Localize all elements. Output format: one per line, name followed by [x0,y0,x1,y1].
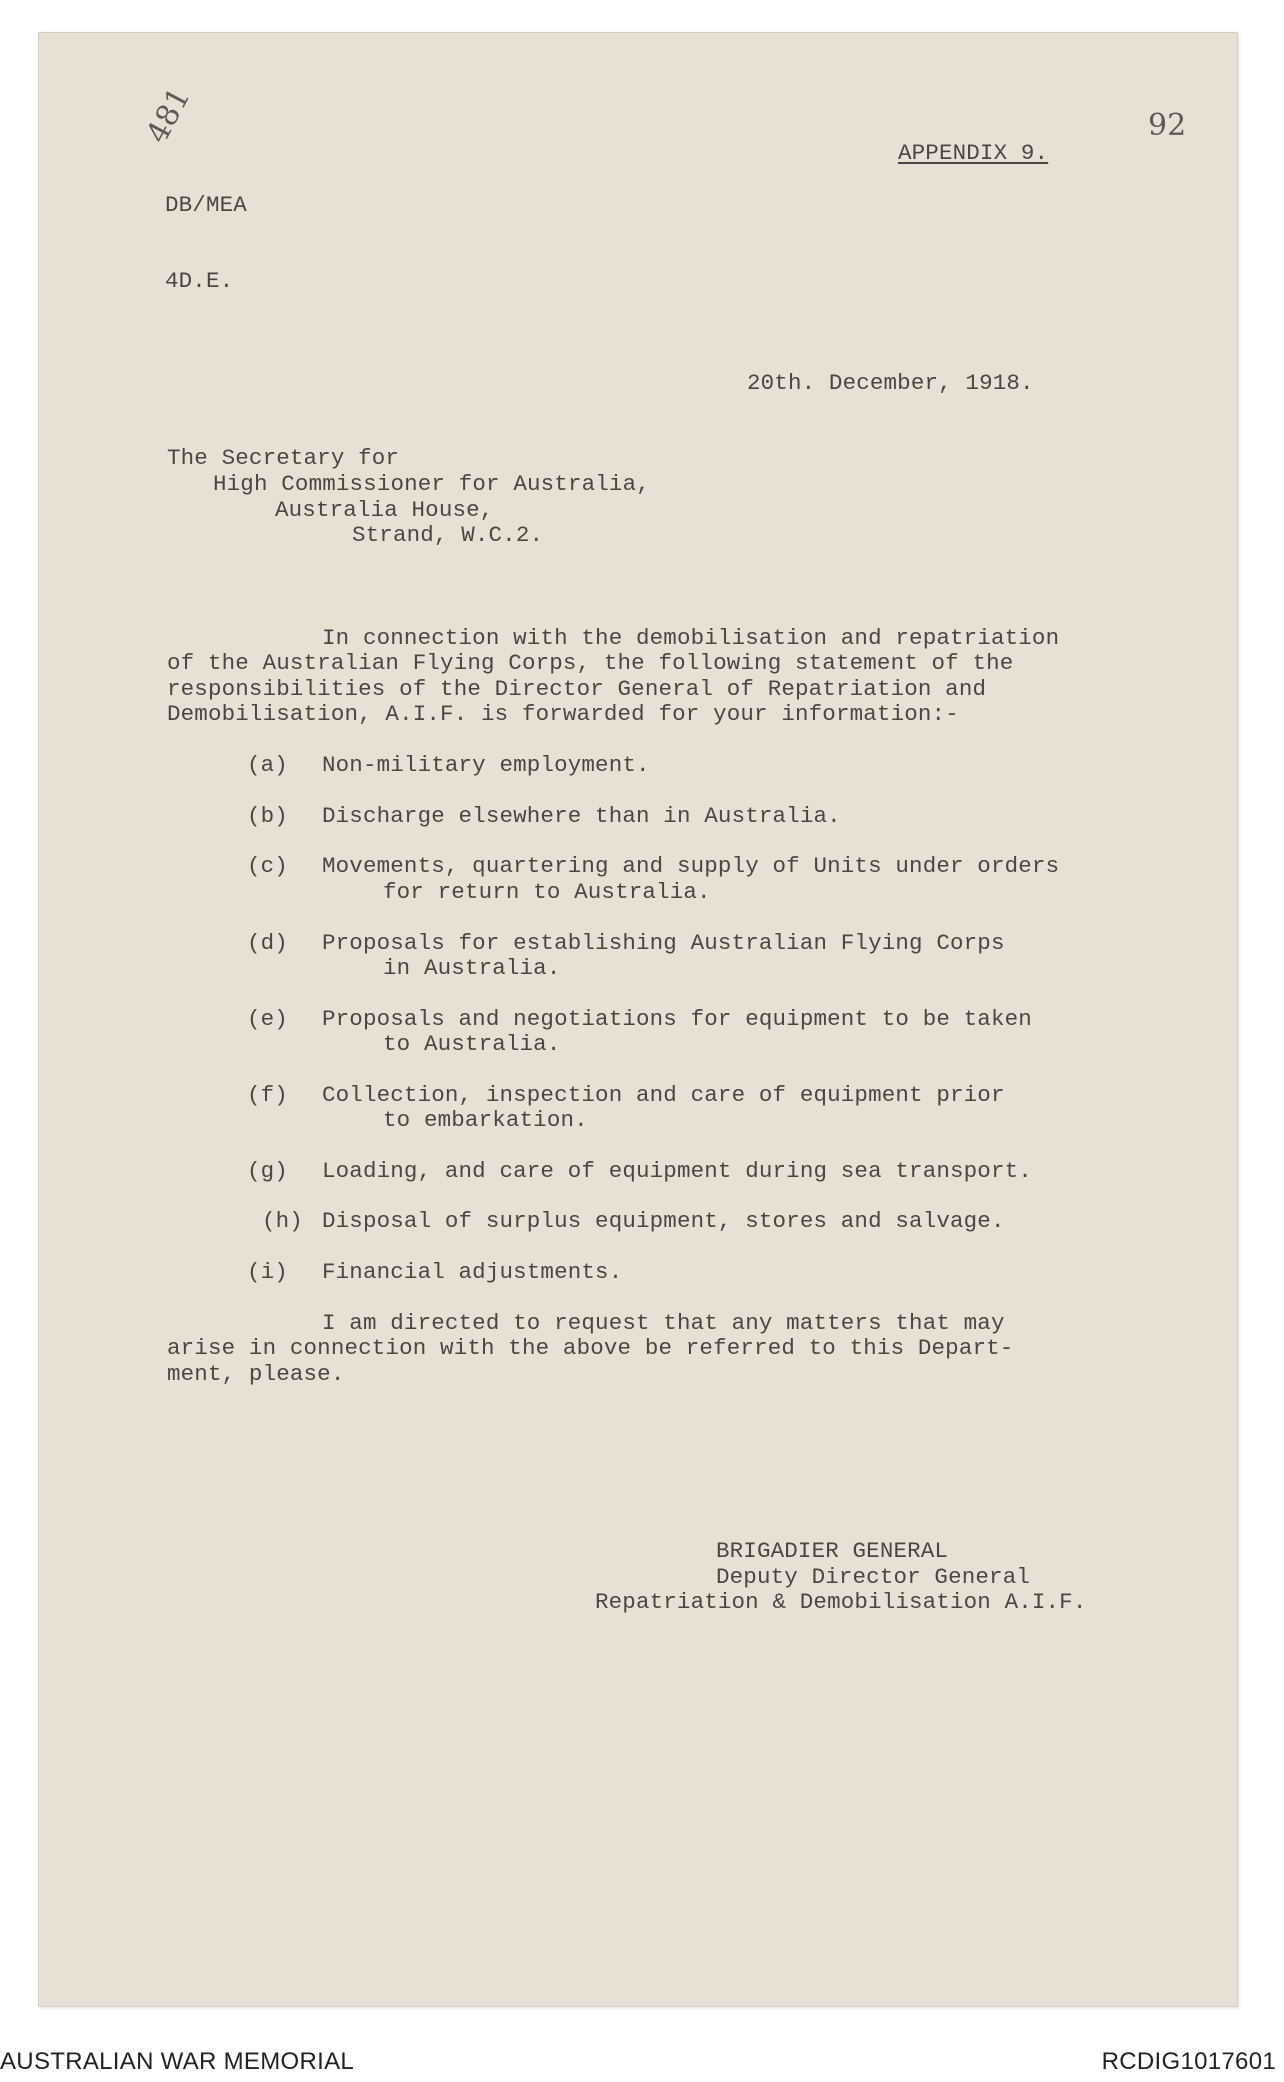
signature-department: Repatriation & Demobilisation A.I.F. [595,1589,1087,1615]
item-letter: (a) [247,752,288,778]
item-letter: (c) [247,853,288,879]
item-text: Proposals and negotiations for equipment to be taken [322,1006,1032,1032]
item-letter: (e) [247,1006,288,1032]
paragraph-line: of the Australian Flying Corps, the following statement of the [167,650,1014,676]
item-text: in Australia. [383,955,561,981]
item-letter: (b) [247,803,288,829]
item-text: Disposal of surplus equipment, stores and salvage. [322,1208,1005,1234]
address-line: The Secretary for [167,445,400,471]
item-text: to embarkation. [383,1107,588,1133]
address-line: High Commissioner for Australia, [213,471,650,497]
handwritten-folio-number: 481 [139,82,198,149]
item-text: Collection, inspection and care of equipment prior [322,1082,1005,1108]
item-text: Discharge elsewhere than in Australia. [322,803,841,829]
address-line: Strand, W.C.2. [352,522,544,548]
item-letter: (i) [247,1259,288,1285]
paragraph-line: arise in connection with the above be referred to this Depart- [167,1335,1014,1361]
item-text: Movements, quartering and supply of Units under orders [322,853,1060,879]
address-line: Australia House, [275,497,494,523]
paragraph-line: ment, please. [167,1361,345,1387]
item-text: to Australia. [383,1031,561,1057]
archive-source-label: AUSTRALIAN WAR MEMORIAL [0,2048,355,2075]
letter-date: 20th. December, 1918. [747,370,1034,396]
item-text: Financial adjustments. [322,1259,623,1285]
appendix-heading: APPENDIX 9. [898,140,1049,166]
handwritten-page-number: 92 [1148,108,1187,143]
item-text: for return to Australia. [383,879,711,905]
item-text: Non-military employment. [322,752,650,778]
item-text: Loading, and care of equipment during sea transport. [322,1158,1032,1184]
reference-db-mea: DB/MEA [165,192,247,218]
signature-title: Deputy Director General [716,1564,1031,1590]
paragraph-line: Demobilisation, A.I.F. is forwarded for your information:- [167,701,959,727]
item-letter: (d) [247,930,288,956]
item-letter: (f) [247,1082,288,1108]
paragraph-line: In connection with the demobilisation and repatriation [322,625,1060,651]
item-text: Proposals for establishing Australian Flying Corps [322,930,1005,956]
signature-rank: BRIGADIER GENERAL [716,1538,949,1564]
item-letter: (h) [262,1208,303,1234]
reference-4de: 4D.E. [165,268,234,294]
paragraph-line: I am directed to request that any matters that may [322,1310,1005,1336]
archive-record-id: RCDIG1017601 [1101,2048,1276,2075]
paragraph-line: responsibilities of the Director General of Repatriation and [167,676,987,702]
item-letter: (g) [247,1158,288,1184]
